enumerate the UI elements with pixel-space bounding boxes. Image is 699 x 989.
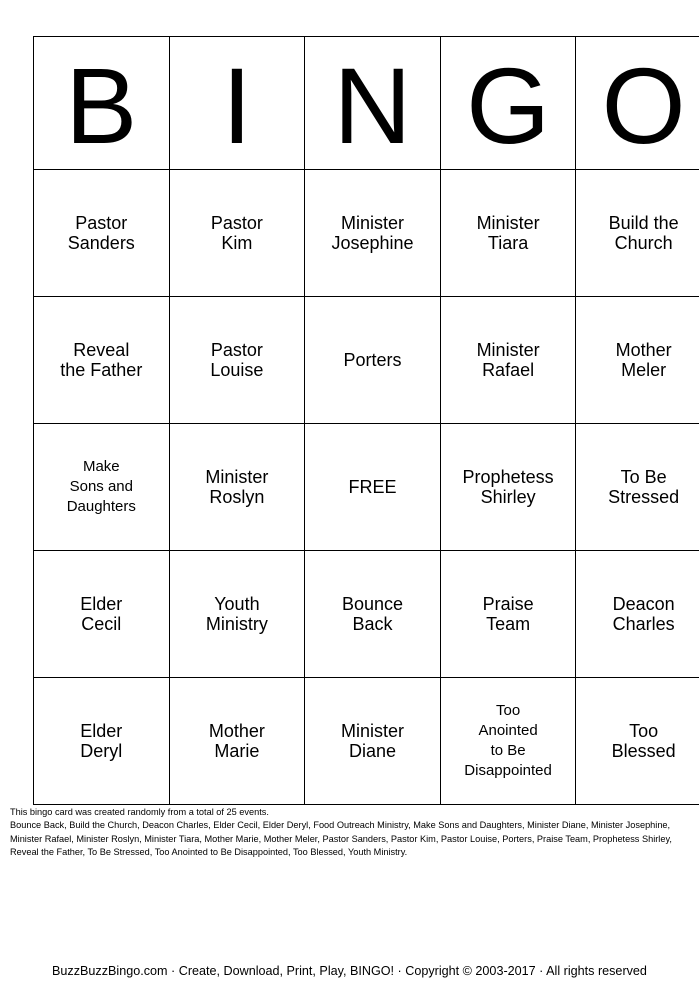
free-space-cell: FREE — [305, 424, 441, 551]
bingo-cell: Too Anointed to Be Disappointed — [440, 678, 576, 805]
bingo-cell: Minister Tiara — [440, 170, 576, 297]
bingo-cell: Reveal the Father — [34, 297, 170, 424]
card-info-event-list: Bounce Back, Build the Church, Deacon Charles, Elder Cecil, Elder Deryl, Food Outreach Ministry, Make Sons and Daughters, Minister Diane, Minister Josephine, Minister Rafael, Minister Roslyn, Minister Tiara, Mother Marie, Mother Meler, Pastor Sanders, Pastor Kim, Pastor Louise, Porters, Praise Team, Prophetess Shirley, Reveal the Father, To Be Stressed, Too Anointed to Be Disappointed, Too Blessed, Youth Ministry. — [10, 820, 672, 858]
bingo-cell: Pastor Sanders — [34, 170, 170, 297]
bingo-row-5 — [34, 678, 699, 805]
bingo-cell: Too Blessed — [576, 678, 699, 805]
card-info-summary: This bingo card was created randomly from a total of 25 events. — [10, 807, 269, 817]
bingo-row-2 — [34, 297, 699, 424]
header-letter-i: I — [169, 37, 305, 170]
header-letter-g: G — [440, 37, 576, 170]
bingo-cell: Youth Ministry — [169, 551, 305, 678]
bingo-cell: Elder Cecil — [34, 551, 170, 678]
bingo-cell: Prophetess Shirley — [440, 424, 576, 551]
bingo-cell: Minister Josephine — [305, 170, 441, 297]
page-footer: BuzzBuzzBingo.com · Create, Download, Print, Play, BINGO! · Copyright © 2003-2017 · All rights reserved — [52, 964, 647, 978]
bingo-cell: Minister Diane — [305, 678, 441, 805]
bingo-header-row — [34, 37, 699, 170]
card-info — [10, 806, 690, 860]
bingo-cell: Bounce Back — [305, 551, 441, 678]
bingo-cell: Minister Roslyn — [169, 424, 305, 551]
bingo-cell: Minister Rafael — [440, 297, 576, 424]
bingo-cell: Porters — [305, 297, 441, 424]
header-letter-b: B — [34, 37, 170, 170]
bingo-cell: To Be Stressed — [576, 424, 699, 551]
bingo-cell: Mother Meler — [576, 297, 699, 424]
bingo-card — [33, 36, 699, 805]
bingo-cell: Elder Deryl — [34, 678, 170, 805]
bingo-cell: Deacon Charles — [576, 551, 699, 678]
header-letter-o: O — [576, 37, 699, 170]
bingo-row-4 — [34, 551, 699, 678]
bingo-cell: Mother Marie — [169, 678, 305, 805]
bingo-row-1 — [34, 170, 699, 297]
bingo-cell: Make Sons and Daughters — [34, 424, 170, 551]
bingo-cell: Praise Team — [440, 551, 576, 678]
bingo-cell: Pastor Louise — [169, 297, 305, 424]
bingo-cell: Pastor Kim — [169, 170, 305, 297]
bingo-cell: Build the Church — [576, 170, 699, 297]
bingo-row-3 — [34, 424, 699, 551]
header-letter-n: N — [305, 37, 441, 170]
